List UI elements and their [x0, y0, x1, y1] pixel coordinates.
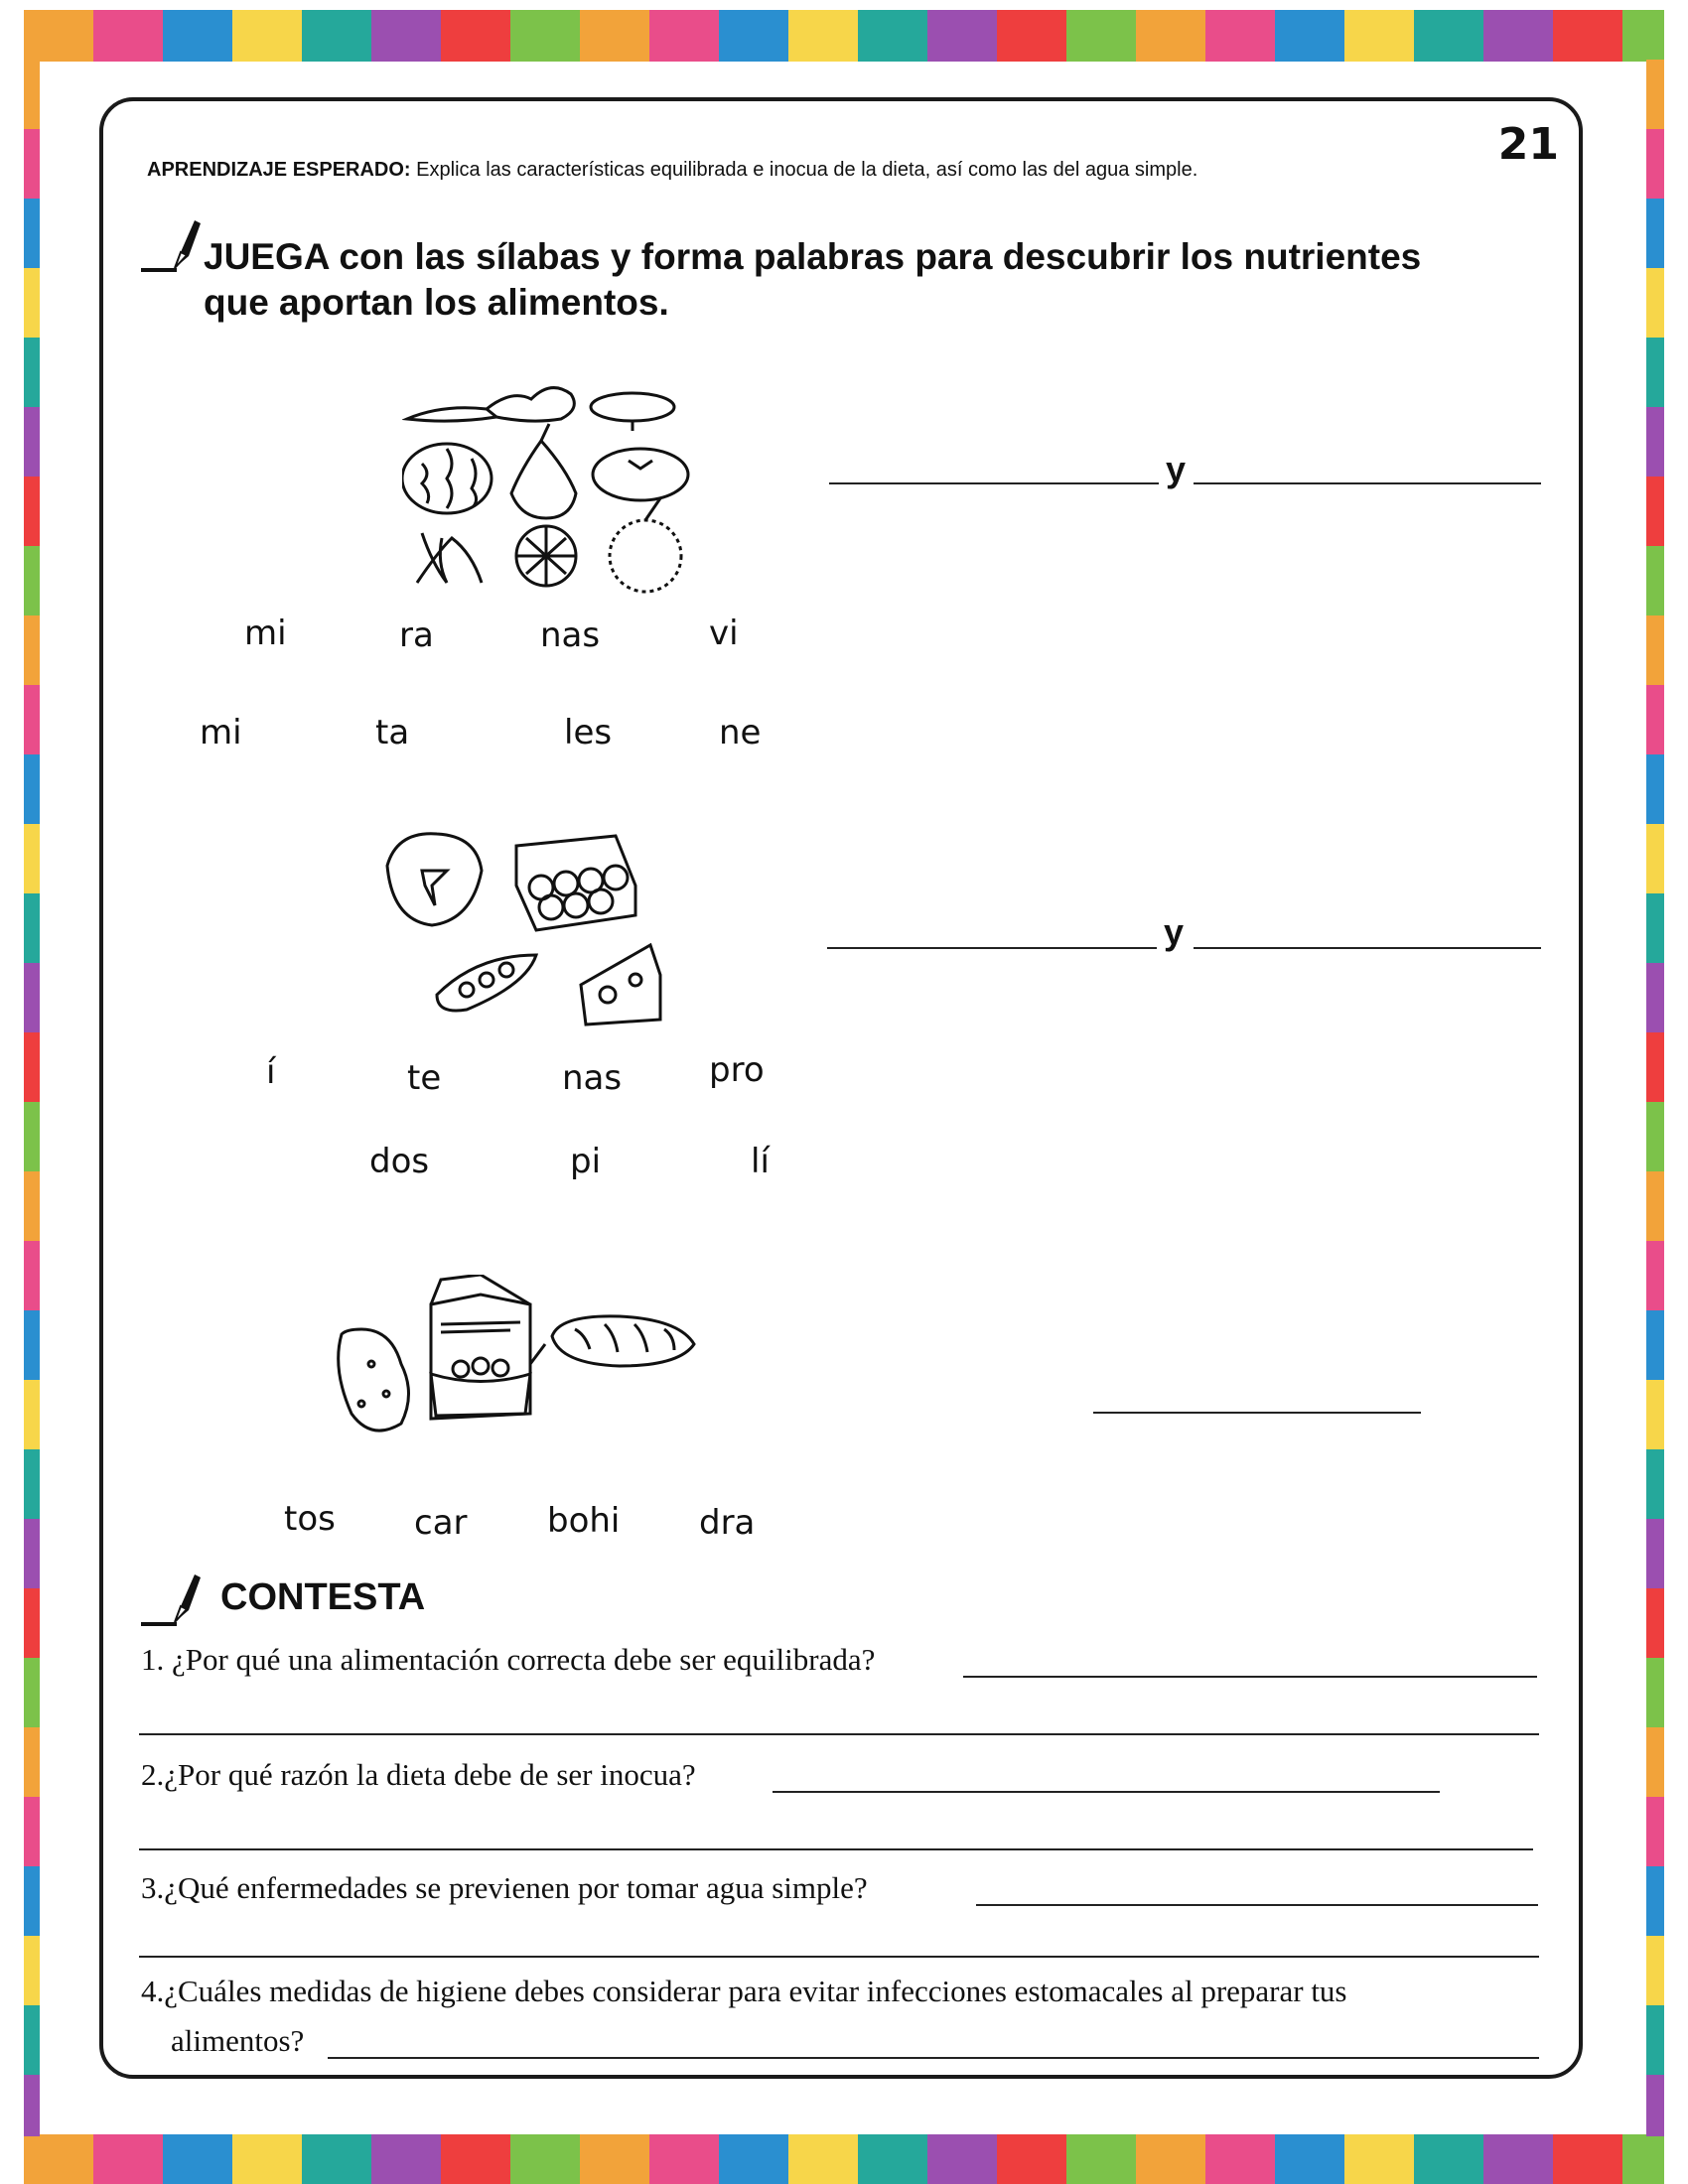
syllable: ne — [719, 713, 762, 752]
answer-line[interactable] — [139, 1733, 1539, 1735]
contesta-heading: CONTESTA — [220, 1576, 426, 1618]
learning-goal-label: APRENDIZAJE ESPERADO: — [147, 159, 411, 181]
answer-line[interactable] — [1194, 947, 1541, 949]
syllable: ta — [375, 713, 410, 752]
carbohydrates-illustration — [332, 1275, 699, 1453]
answer-line[interactable] — [139, 1956, 1539, 1958]
fruits-vegetables-illustration — [402, 369, 690, 598]
answer-line[interactable] — [829, 482, 1159, 484]
syllable: mi — [200, 713, 242, 752]
question-2: 2.¿Por qué razón la dieta debe de ser inocua? — [141, 1757, 696, 1792]
instruction-line-2: que aportan los alimentos. — [204, 282, 669, 323]
answer-line[interactable] — [1093, 1412, 1421, 1414]
syllable: nas — [562, 1058, 623, 1098]
answer-line[interactable] — [328, 2057, 1539, 2059]
syllable: vi — [709, 614, 739, 653]
answer-line[interactable] — [963, 1676, 1537, 1678]
syllable: ra — [399, 615, 434, 655]
syllable: les — [564, 713, 613, 752]
pencil-icon — [139, 1569, 201, 1628]
syllable: pro — [709, 1050, 765, 1090]
answer-line[interactable] — [827, 947, 1157, 949]
answer-line[interactable] — [1194, 482, 1541, 484]
instruction-line-1: JUEGA con las sílabas y forma palabras para descubrir los nutrientes — [204, 236, 1422, 277]
question-4-continued: alimentos? — [171, 2023, 305, 2058]
page-number: 21 — [1497, 119, 1559, 170]
syllable: lí — [751, 1142, 770, 1181]
syllable: nas — [540, 615, 601, 655]
learning-goal — [147, 159, 1197, 182]
right-pencil-border — [1646, 60, 1664, 2136]
syllable: car — [414, 1503, 468, 1543]
syllable: dos — [369, 1142, 430, 1181]
syllable: í — [266, 1052, 276, 1092]
learning-goal-text: Explica las características equilibrada e inocua de la dieta, así como las del agua simple. — [416, 159, 1198, 181]
left-pencil-border — [24, 60, 40, 2136]
question-1: 1. ¿Por qué una alimentación correcta debe ser equilibrada? — [141, 1642, 876, 1677]
syllable: pi — [570, 1142, 602, 1181]
syllable: dra — [699, 1503, 756, 1543]
answer-line[interactable] — [976, 1904, 1538, 1906]
syllable: mi — [244, 614, 287, 653]
proteins-illustration — [377, 826, 675, 1034]
syllable: te — [407, 1058, 442, 1098]
syllable: bohi — [547, 1501, 621, 1541]
syllable: tos — [284, 1499, 336, 1539]
answer-line[interactable] — [139, 1848, 1533, 1850]
pencil-icon — [139, 214, 201, 274]
conjunction-y: y — [1164, 911, 1185, 952]
answer-line[interactable] — [773, 1791, 1440, 1793]
conjunction-y: y — [1166, 449, 1187, 489]
top-pencil-border — [24, 10, 1664, 62]
instruction-text — [204, 234, 1494, 326]
question-4: 4.¿Cuáles medidas de higiene debes considerar para evitar infecciones estomacales al preparar tus — [141, 1974, 1347, 2008]
question-3: 3.¿Qué enfermedades se previenen por tomar agua simple? — [141, 1870, 868, 1905]
bottom-pencil-border — [24, 2134, 1664, 2184]
